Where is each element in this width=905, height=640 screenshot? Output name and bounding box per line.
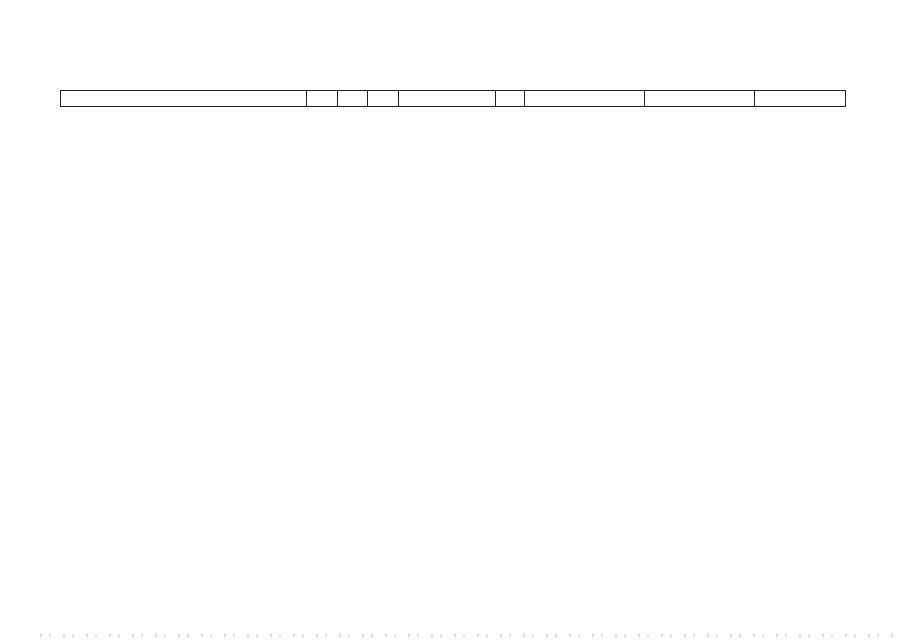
header-col-6 — [495, 91, 524, 106]
header-col-4 — [367, 91, 398, 106]
scan-artifact — [40, 634, 900, 637]
table-header — [60, 90, 846, 107]
header-col-1 — [60, 91, 306, 106]
header-col-7 — [524, 91, 644, 106]
header-col-9 — [754, 91, 846, 106]
header-col-3 — [337, 91, 367, 106]
header-col-2 — [306, 91, 337, 106]
header-col-5 — [398, 91, 495, 106]
header-col-8 — [644, 91, 754, 106]
